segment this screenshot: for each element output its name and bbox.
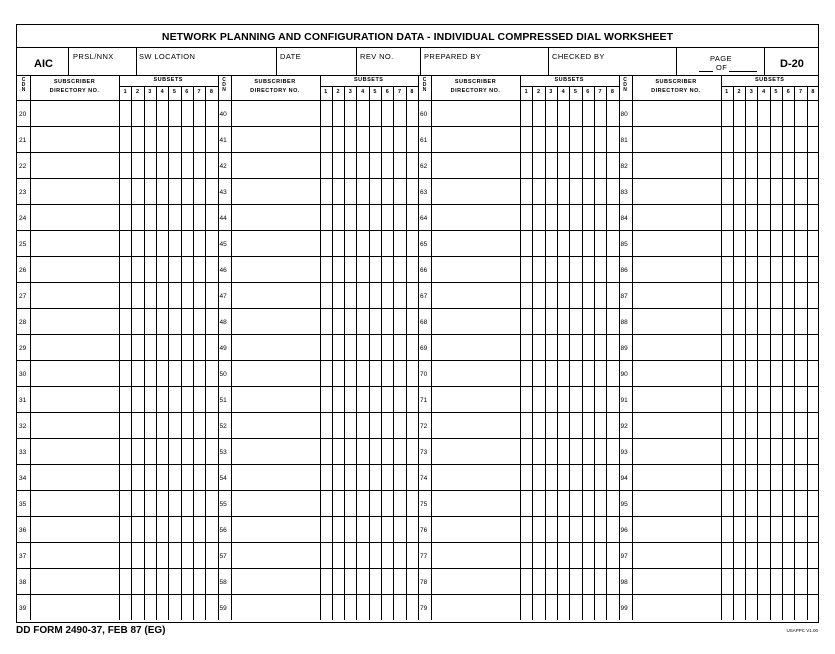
checked-by-field[interactable]: CHECKED BY <box>552 52 605 61</box>
directory-number-cell[interactable] <box>431 100 520 126</box>
directory-number-cell[interactable] <box>632 490 721 516</box>
table-row <box>17 230 818 231</box>
directory-number-cell[interactable] <box>431 464 520 490</box>
directory-number-cell[interactable] <box>632 360 721 386</box>
cdn-header: C D N <box>623 77 627 93</box>
directory-number-cell[interactable] <box>431 152 520 178</box>
subset-number: 4 <box>762 89 766 95</box>
cdn-row-number: 74 <box>420 475 428 482</box>
directory-number-cell[interactable] <box>30 516 119 542</box>
worksheet-form <box>16 24 819 623</box>
cdn-row-number: 38 <box>19 579 27 586</box>
prepared-by-field[interactable]: PREPARED BY <box>424 52 482 61</box>
cdn-row-number: 92 <box>620 423 628 430</box>
table-row <box>17 178 818 179</box>
subsets-header: SUBSETS <box>554 77 584 83</box>
cdn-row-number: 78 <box>420 579 428 586</box>
divider <box>770 86 771 620</box>
cdn-row-number: 45 <box>219 241 227 248</box>
cdn-row-number: 95 <box>620 501 628 508</box>
cdn-row-number: 27 <box>19 293 27 300</box>
footnote: USAPPC V1.00 <box>786 628 818 633</box>
group-divider <box>218 75 219 620</box>
group-divider <box>619 75 620 620</box>
cdn-row-number: 66 <box>420 267 428 274</box>
directory-number-cell[interactable] <box>231 360 320 386</box>
directory-number-cell[interactable] <box>431 594 520 620</box>
divider <box>381 86 382 620</box>
directory-number-cell[interactable] <box>632 230 721 256</box>
cdn-row-number: 20 <box>19 111 27 118</box>
cdn-row-number: 53 <box>219 449 227 456</box>
subset-number: 5 <box>172 89 176 95</box>
cdn-row-number: 47 <box>219 293 227 300</box>
cdn-row-number: 69 <box>420 345 428 352</box>
directory-number-cell[interactable] <box>632 204 721 230</box>
divider <box>369 86 370 620</box>
divider <box>131 86 132 620</box>
directory-number-cell[interactable] <box>632 126 721 152</box>
cdn-row-number: 54 <box>219 475 227 482</box>
subsets-header: SUBSETS <box>153 77 183 83</box>
subset-number: 2 <box>135 89 139 95</box>
cdn-row-number: 31 <box>19 397 27 404</box>
cdn-row-number: 89 <box>620 345 628 352</box>
directory-no-header: DIRECTORY NO. <box>450 88 501 94</box>
divider <box>420 47 421 75</box>
directory-number-cell[interactable] <box>431 308 520 334</box>
subscriber-header: SUBSCRIBER <box>454 79 497 85</box>
cdn-row-number: 35 <box>19 501 27 508</box>
directory-number-cell[interactable] <box>431 230 520 256</box>
directory-number-cell[interactable] <box>30 568 119 594</box>
divider <box>276 47 277 75</box>
cdn-row-number: 59 <box>219 605 227 612</box>
directory-number-cell[interactable] <box>30 126 119 152</box>
subset-number: 8 <box>610 89 614 95</box>
table-row <box>17 204 818 205</box>
cdn-row-number: 34 <box>19 475 27 482</box>
directory-number-cell[interactable] <box>431 568 520 594</box>
directory-number-cell[interactable] <box>632 516 721 542</box>
directory-number-cell[interactable] <box>632 334 721 360</box>
divider <box>569 86 570 620</box>
directory-number-cell[interactable] <box>30 490 119 516</box>
directory-number-cell[interactable] <box>231 386 320 412</box>
subset-number: 5 <box>573 89 577 95</box>
cdn-row-number: 24 <box>19 215 27 222</box>
cdn-row-number: 65 <box>420 241 428 248</box>
cdn-row-number: 30 <box>19 371 27 378</box>
subsets-header: SUBSETS <box>755 77 785 83</box>
directory-no-header: DIRECTORY NO. <box>250 88 300 94</box>
divider <box>68 47 69 75</box>
cdn-row-number: 32 <box>19 423 27 430</box>
directory-number-cell[interactable] <box>431 282 520 308</box>
directory-number-cell[interactable] <box>632 282 721 308</box>
cdn-row-number: 83 <box>620 189 628 196</box>
aic-label: AIC <box>34 58 53 70</box>
divider <box>745 86 746 620</box>
subscriber-header: SUBSCRIBER <box>254 79 296 85</box>
directory-number-cell[interactable] <box>30 438 119 464</box>
table-row <box>17 256 818 257</box>
directory-number-cell[interactable] <box>30 542 119 568</box>
cdn-row-number: 36 <box>19 527 27 534</box>
cdn-row-number: 25 <box>19 241 27 248</box>
subset-number: 3 <box>148 89 152 95</box>
divider <box>532 86 533 620</box>
divider <box>764 47 765 75</box>
cdn-row-number: 37 <box>19 553 27 560</box>
cdn-row-number: 93 <box>620 449 628 456</box>
directory-number-cell[interactable] <box>30 152 119 178</box>
cdn-row-number: 49 <box>219 345 227 352</box>
cdn-row-number: 51 <box>219 397 227 404</box>
cdn-row-number: 28 <box>19 319 27 326</box>
cdn-row-number: 91 <box>620 397 628 404</box>
directory-number-cell[interactable] <box>431 178 520 204</box>
subset-number: 3 <box>549 89 553 95</box>
table-row <box>17 412 818 413</box>
cdn-row-number: 75 <box>420 501 428 508</box>
cdn-row-number: 62 <box>420 163 428 170</box>
directory-number-cell[interactable] <box>30 594 119 620</box>
subset-number: 6 <box>385 89 389 95</box>
divider <box>721 75 722 620</box>
cdn-row-number: 50 <box>219 371 227 378</box>
cdn-row-number: 29 <box>19 345 27 352</box>
subset-number: 8 <box>410 89 414 95</box>
cdn-row-number: 84 <box>620 215 628 222</box>
divider <box>594 86 595 620</box>
divider <box>193 86 194 620</box>
of-label: OF <box>716 63 728 72</box>
divider <box>406 86 407 620</box>
divider <box>356 47 357 75</box>
directory-number-cell[interactable] <box>632 178 721 204</box>
cdn-row-number: 21 <box>19 137 27 144</box>
cdn-row-number: 40 <box>219 111 227 118</box>
divider <box>557 86 558 620</box>
directory-number-cell[interactable] <box>30 308 119 334</box>
divider <box>168 86 169 620</box>
divider <box>344 86 345 620</box>
directory-number-cell[interactable] <box>632 412 721 438</box>
cdn-row-number: 60 <box>420 111 428 118</box>
directory-number-cell[interactable] <box>30 282 119 308</box>
divider <box>356 86 357 620</box>
cdn-row-number: 96 <box>620 527 628 534</box>
divider <box>181 86 182 620</box>
cdn-row-number: 71 <box>420 397 428 404</box>
cdn-row-number: 48 <box>219 319 227 326</box>
divider <box>144 86 145 620</box>
divider <box>733 86 734 620</box>
cdn-row-number: 85 <box>620 241 628 248</box>
directory-number-cell[interactable] <box>632 464 721 490</box>
directory-number-cell[interactable] <box>231 438 320 464</box>
subset-number: 4 <box>561 89 565 95</box>
table-row <box>17 516 818 517</box>
cdn-row-number: 42 <box>219 163 227 170</box>
directory-number-cell[interactable] <box>431 126 520 152</box>
divider <box>545 86 546 620</box>
subset-number: 8 <box>811 89 815 95</box>
cdn-row-number: 44 <box>219 215 227 222</box>
cdn-row-number: 88 <box>620 319 628 326</box>
cdn-row-number: 64 <box>420 215 428 222</box>
subset-number: 1 <box>123 89 127 95</box>
directory-number-cell[interactable] <box>632 438 721 464</box>
subset-number: 5 <box>373 89 377 95</box>
cdn-row-number: 55 <box>219 501 227 508</box>
directory-number-cell[interactable] <box>231 334 320 360</box>
subset-number: 2 <box>336 89 340 95</box>
cdn-row-number: 73 <box>420 449 428 456</box>
cdn-row-number: 80 <box>620 111 628 118</box>
directory-number-cell[interactable] <box>632 594 721 620</box>
directory-number-cell[interactable] <box>231 230 320 256</box>
cdn-row-number: 72 <box>420 423 428 430</box>
cdn-header: C D N <box>21 77 26 93</box>
cdn-row-number: 61 <box>420 137 428 144</box>
divider <box>393 86 394 620</box>
directory-number-cell[interactable] <box>231 308 320 334</box>
cdn-row-number: 23 <box>19 189 27 196</box>
cdn-row-number: 22 <box>19 163 27 170</box>
directory-number-cell[interactable] <box>30 204 119 230</box>
divider <box>548 47 549 75</box>
directory-number-cell[interactable] <box>231 282 320 308</box>
cdn-row-number: 90 <box>620 371 628 378</box>
cdn-row-number: 99 <box>620 605 628 612</box>
subset-number: 2 <box>536 89 540 95</box>
cdn-row-number: 33 <box>19 449 27 456</box>
divider <box>136 47 137 75</box>
cdn-row-number: 43 <box>219 189 227 196</box>
directory-number-cell[interactable] <box>431 256 520 282</box>
divider <box>794 86 795 620</box>
directory-number-cell[interactable] <box>231 464 320 490</box>
cdn-row-number: 46 <box>219 267 227 274</box>
directory-number-cell[interactable] <box>632 152 721 178</box>
table-row <box>17 464 818 465</box>
directory-number-cell[interactable] <box>431 334 520 360</box>
divider <box>205 86 206 620</box>
directory-number-cell[interactable] <box>30 412 119 438</box>
table-row <box>17 568 818 569</box>
directory-number-cell[interactable] <box>231 516 320 542</box>
directory-number-cell[interactable] <box>231 568 320 594</box>
subset-number: 6 <box>586 89 590 95</box>
divider <box>676 47 677 75</box>
cdn-row-number: 41 <box>219 137 227 144</box>
directory-number-cell[interactable] <box>231 412 320 438</box>
subset-number: 1 <box>725 89 729 95</box>
table-row <box>17 360 818 361</box>
table-row <box>17 282 818 283</box>
form-code: D-20 <box>780 58 804 70</box>
table-row <box>17 152 818 153</box>
group-divider <box>418 75 419 620</box>
subset-number: 6 <box>185 89 189 95</box>
subset-number: 3 <box>749 89 753 95</box>
prsl-field[interactable]: PRSL/NNX <box>73 52 114 61</box>
subset-number: 7 <box>799 89 803 95</box>
table-row <box>17 308 818 309</box>
cdn-row-number: 70 <box>420 371 428 378</box>
divider <box>520 75 521 620</box>
cdn-row-number: 79 <box>420 605 428 612</box>
directory-number-cell[interactable] <box>231 490 320 516</box>
rev-no-field[interactable]: REV NO. <box>360 52 394 61</box>
subscriber-header: SUBSCRIBER <box>655 79 697 85</box>
page-number-blank[interactable] <box>699 71 713 72</box>
directory-number-cell[interactable] <box>431 412 520 438</box>
directory-number-cell[interactable] <box>231 152 320 178</box>
directory-number-cell[interactable] <box>632 100 721 126</box>
subset-number: 4 <box>361 89 365 95</box>
subset-number: 8 <box>209 89 213 95</box>
directory-no-header: DIRECTORY NO. <box>651 88 701 94</box>
sw-location-field[interactable]: SW LOCATION <box>139 52 196 61</box>
cdn-row-number: 77 <box>420 553 428 560</box>
divider <box>320 75 321 620</box>
divider <box>332 86 333 620</box>
cdn-row-number: 63 <box>420 189 428 196</box>
cdn-row-number: 94 <box>620 475 628 482</box>
directory-number-cell[interactable] <box>632 308 721 334</box>
divider <box>156 86 157 620</box>
table-row <box>17 490 818 491</box>
cdn-row-number: 39 <box>19 605 27 612</box>
directory-number-cell[interactable] <box>632 542 721 568</box>
directory-number-cell[interactable] <box>30 360 119 386</box>
cdn-row-number: 87 <box>620 293 628 300</box>
divider <box>17 100 818 101</box>
cdn-row-number: 82 <box>620 163 628 170</box>
subset-number: 7 <box>197 89 201 95</box>
cdn-row-number: 26 <box>19 267 27 274</box>
directory-number-cell[interactable] <box>231 100 320 126</box>
cdn-row-number: 57 <box>219 553 227 560</box>
directory-number-cell[interactable] <box>632 386 721 412</box>
divider <box>582 86 583 620</box>
directory-number-cell[interactable] <box>30 256 119 282</box>
table-row <box>17 386 818 387</box>
directory-number-cell[interactable] <box>231 204 320 230</box>
directory-number-cell[interactable] <box>231 178 320 204</box>
directory-number-cell[interactable] <box>632 568 721 594</box>
form-title: NETWORK PLANNING AND CONFIGURATION DATA - INDIVIDUAL COMPRESSED DIAL WORKSHEET <box>161 31 674 43</box>
directory-number-cell[interactable] <box>30 464 119 490</box>
table-row <box>17 542 818 543</box>
subsets-header: SUBSETS <box>354 77 384 83</box>
subset-number: 4 <box>160 89 164 95</box>
cdn-row-number: 76 <box>420 527 428 534</box>
table-row <box>17 334 818 335</box>
subset-number: 2 <box>737 89 741 95</box>
cdn-row-number: 52 <box>219 423 227 430</box>
cdn-header: C D N <box>222 77 226 93</box>
cdn-row-number: 58 <box>219 579 227 586</box>
subset-number: 5 <box>774 89 778 95</box>
divider <box>119 75 120 620</box>
cdn-row-number: 81 <box>620 137 628 144</box>
cdn-row-number: 97 <box>620 553 628 560</box>
directory-number-cell[interactable] <box>431 490 520 516</box>
divider <box>757 86 758 620</box>
directory-number-cell[interactable] <box>30 178 119 204</box>
page-total-blank[interactable] <box>729 71 757 72</box>
date-field[interactable]: DATE <box>280 52 302 61</box>
directory-number-cell[interactable] <box>431 542 520 568</box>
cdn-row-number: 56 <box>219 527 227 534</box>
directory-number-cell[interactable] <box>30 334 119 360</box>
subset-number: 3 <box>348 89 352 95</box>
divider <box>807 86 808 620</box>
subset-number: 6 <box>786 89 790 95</box>
subset-number: 7 <box>398 89 402 95</box>
directory-number-cell[interactable] <box>231 256 320 282</box>
directory-number-cell[interactable] <box>431 386 520 412</box>
cdn-header: C D N <box>422 77 427 93</box>
cdn-row-number: 68 <box>420 319 428 326</box>
form-number: DD FORM 2490-37, FEB 87 (EG) <box>16 625 166 636</box>
directory-number-cell[interactable] <box>30 386 119 412</box>
cdn-row-number: 86 <box>620 267 628 274</box>
directory-no-header: DIRECTORY NO. <box>49 88 100 94</box>
table-row <box>17 126 818 127</box>
cdn-row-number: 67 <box>420 293 428 300</box>
divider <box>17 47 818 48</box>
subset-number: 7 <box>598 89 602 95</box>
subset-number: 1 <box>524 89 528 95</box>
directory-number-cell[interactable] <box>431 516 520 542</box>
directory-number-cell[interactable] <box>632 256 721 282</box>
directory-number-cell[interactable] <box>30 100 119 126</box>
divider <box>606 86 607 620</box>
directory-number-cell[interactable] <box>431 360 520 386</box>
directory-number-cell[interactable] <box>431 438 520 464</box>
directory-number-cell[interactable] <box>231 594 320 620</box>
divider <box>782 86 783 620</box>
table-row <box>17 594 818 595</box>
subset-number: 1 <box>324 89 328 95</box>
page-label: PAGE <box>710 54 732 63</box>
directory-number-cell[interactable] <box>231 126 320 152</box>
cdn-row-number: 98 <box>620 579 628 586</box>
subscriber-header: SUBSCRIBER <box>53 79 96 85</box>
directory-number-cell[interactable] <box>231 542 320 568</box>
table-row <box>17 438 818 439</box>
directory-number-cell[interactable] <box>431 204 520 230</box>
directory-number-cell[interactable] <box>30 230 119 256</box>
